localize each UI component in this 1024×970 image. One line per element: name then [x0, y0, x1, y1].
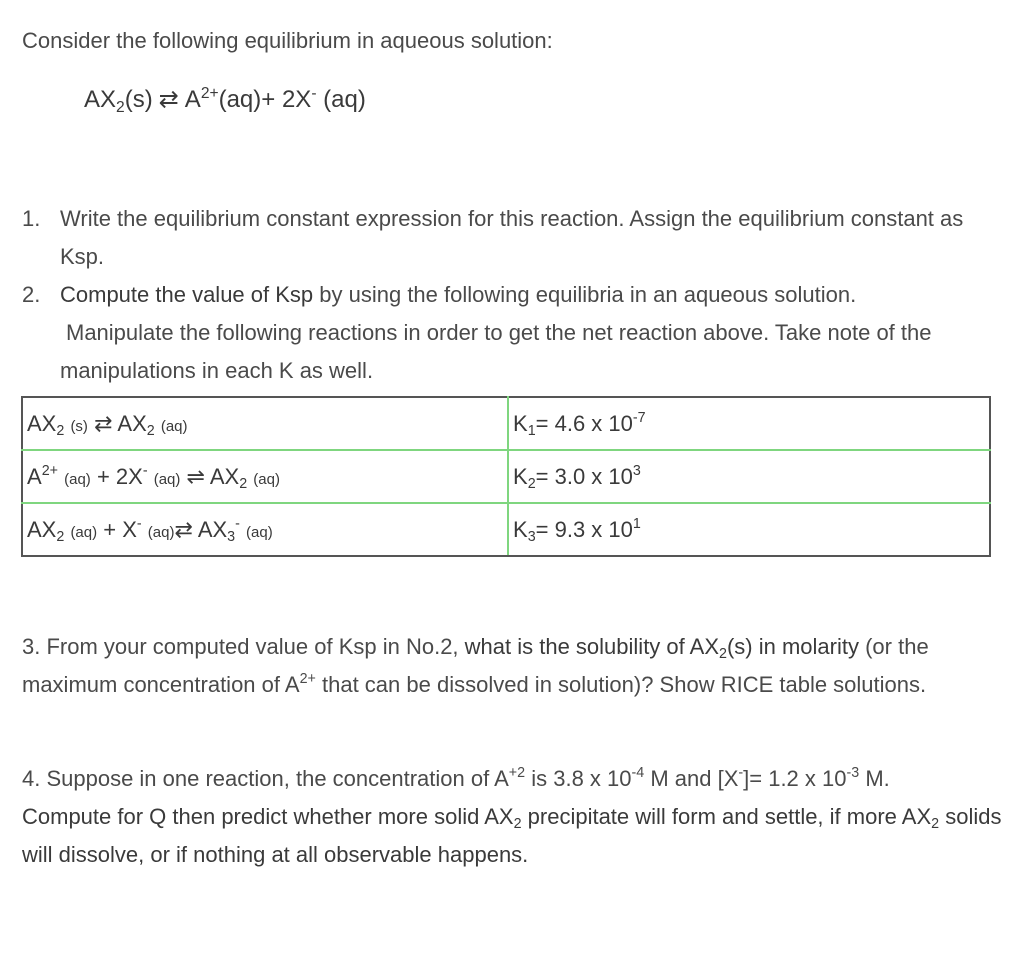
question-4-exp-x: -3: [846, 765, 860, 782]
question-2-emphasis: Compute the value of Ksp: [60, 282, 314, 307]
reaction-3-reactant: AX: [27, 516, 57, 542]
k1-value: = 4.6 x 10: [535, 410, 633, 436]
question-4-ion-sup: +2: [508, 765, 526, 782]
main-product1: A: [184, 86, 201, 113]
reaction-2-product-state: (aq): [253, 470, 280, 488]
reaction-1-product-sub: 2: [146, 422, 155, 439]
main-reactant: AX: [84, 86, 117, 113]
question-4-task-1-sub: 2: [513, 816, 522, 833]
k1-sub: 1: [527, 422, 536, 439]
k3-sub: 3: [527, 528, 536, 545]
question-list: [22, 200, 1012, 390]
question-1-text: Write the equilibrium constant expression for this reaction. Assign the equilibrium constant as Ksp.: [60, 206, 964, 269]
question-4-task-3: solids will dissolve, or if nothing at all observable happens.: [22, 804, 1002, 867]
question-4-task-2-sub: 2: [931, 816, 940, 833]
question-4-conc-x-label: M and [X: [644, 766, 739, 791]
equilibrium-arrow-icon: ⇌: [186, 463, 205, 489]
reaction-3-reactant-state: (aq): [70, 523, 98, 541]
question-4-conc-a: is 3.8 x 10: [525, 766, 632, 791]
reaction-2-reactant-sup: 2+: [41, 462, 58, 479]
k-cell-1: [508, 397, 990, 450]
question-3-end: that can be dissolved in solution)? Show RICE table solutions.: [315, 672, 927, 697]
question-3-emphasis-sub: 2: [719, 646, 727, 663]
reaction-3-second-reactant-state: (aq): [147, 523, 175, 541]
reaction-1-product-state: (aq): [160, 417, 188, 435]
main-reactant-state: (s): [124, 86, 153, 113]
reaction-1-product: AX: [117, 410, 147, 436]
reaction-1-reactant: AX: [27, 410, 57, 436]
reaction-3-second-reactant-sup: -: [136, 515, 142, 532]
k1-exponent: -7: [632, 409, 646, 426]
question-2-instructions: Manipulate the following reactions in order to get the net reaction above. Take note of the manipulations in each K as well.: [60, 320, 932, 383]
question-3-emphasis: what is the solubility of AX: [464, 634, 720, 659]
question-3: [22, 628, 1012, 704]
k1-label: K: [513, 410, 528, 436]
reaction-1-reactant-state: (s): [70, 417, 88, 435]
table-row: [22, 397, 990, 450]
main-product2-sup: -: [311, 84, 317, 102]
question-1: [22, 200, 1012, 276]
k3-value: = 9.3 x 10: [535, 516, 633, 542]
reaction-cell-2: [22, 450, 508, 503]
question-4: [22, 760, 1017, 874]
main-product2-state: (aq): [316, 86, 366, 113]
k2-sub: 2: [527, 475, 536, 492]
reaction-3-reactant-sub: 2: [56, 528, 65, 545]
question-4-conc-x: ]= 1.2 x 10: [743, 766, 847, 791]
reaction-1-reactant-sub: 2: [56, 422, 65, 439]
reaction-cell-1: [22, 397, 508, 450]
question-4-unit: M.: [859, 766, 890, 791]
main-equation: [84, 85, 366, 114]
question-4-task-2: precipitate will form and settle, if more AX: [521, 804, 932, 829]
equilibrium-arrow-icon: ⇄: [158, 86, 179, 113]
question-1-number: 1.: [22, 206, 41, 231]
reaction-3-product-sup: -: [235, 515, 240, 532]
question-2-text: by using the following equilibria in an aqueous solution.: [313, 282, 857, 307]
question-2: [22, 276, 1012, 390]
question-4-task-1: Compute for Q then predict whether more solid AX: [22, 804, 514, 829]
main-product1-state: (aq)+ 2X: [218, 86, 312, 113]
reaction-2-product-sub: 2: [239, 475, 248, 492]
reaction-3-second-reactant: + X: [103, 516, 137, 542]
question-3-intro: 3. From your computed value of Ksp in No.2,: [22, 634, 465, 659]
k3-label: K: [513, 516, 528, 542]
equilibrium-arrow-icon: ⇄: [174, 516, 193, 542]
equilibria-table: [21, 396, 991, 557]
question-3-emphasis-tail: (s) in molarity: [726, 634, 859, 659]
reaction-3-product: AX: [197, 516, 228, 542]
reaction-2-reactant: A: [27, 463, 42, 489]
reaction-cell-3: [22, 503, 508, 556]
equilibrium-arrow-icon: ⇄: [94, 410, 113, 436]
reaction-3-product-sub: 3: [227, 528, 236, 545]
k-cell-3: [508, 503, 990, 556]
reaction-2-second-reactant-sup: -: [142, 462, 148, 479]
question-3-ion-sup: 2+: [299, 671, 316, 688]
question-4-exp-a: -4: [631, 765, 645, 782]
k3-exponent: 1: [632, 515, 641, 532]
reaction-2-reactant-state: (aq): [64, 470, 91, 488]
main-reactant-sub: 2: [116, 98, 125, 116]
table-row: [22, 503, 990, 556]
reaction-3-product-state: (aq): [246, 523, 273, 541]
table-row: [22, 450, 990, 503]
reaction-2-second-reactant-state: (aq): [153, 470, 181, 488]
reaction-2-second-reactant: + 2X: [96, 463, 143, 489]
intro-text: Consider the following equilibrium in aqueous solution:: [22, 28, 553, 53]
question-3-middle: (or the maximum concentration of A: [22, 634, 929, 697]
k-cell-2: [508, 450, 990, 503]
question-4-x-sup: -: [738, 765, 744, 782]
k2-exponent: 3: [632, 462, 641, 479]
k2-value: = 3.0 x 10: [535, 463, 633, 489]
question-4-intro: 4. Suppose in one reaction, the concentration of A: [22, 766, 509, 791]
reaction-2-product: AX: [209, 463, 240, 489]
main-product1-sup: 2+: [200, 84, 219, 102]
question-2-number: 2.: [22, 282, 41, 307]
k2-label: K: [513, 463, 528, 489]
